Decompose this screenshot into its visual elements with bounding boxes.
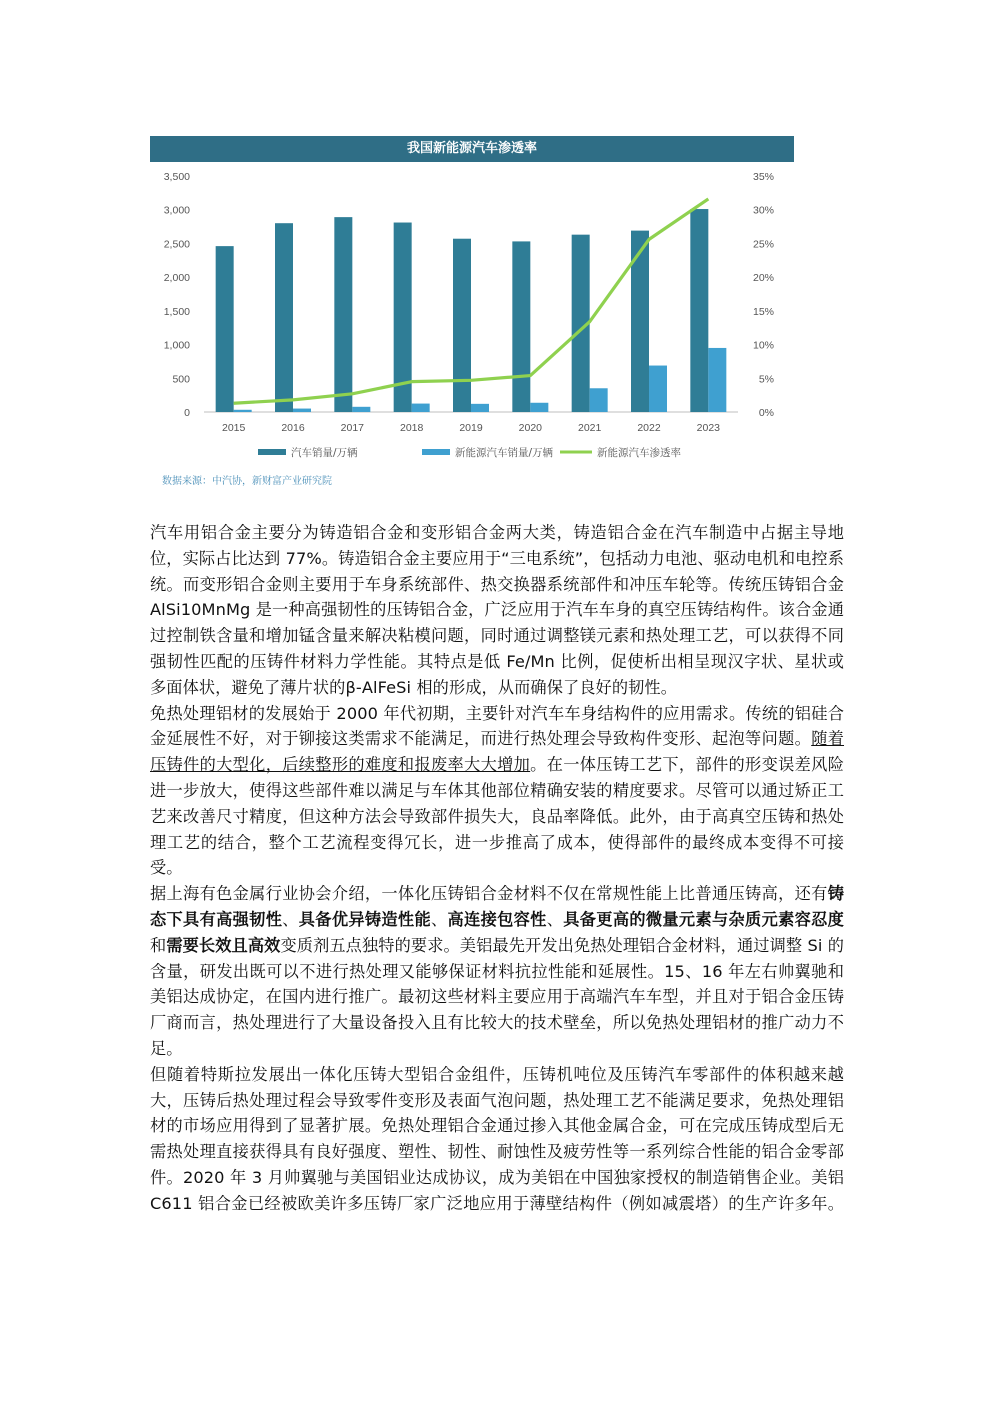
chart-figure bbox=[150, 136, 794, 496]
bold-text: 需要长效且高效 bbox=[166, 935, 281, 955]
paragraph-text: 据上海有色金属行业协会介绍，一体化压铸铝合金材料不仅在常规性能上比普通压铸高，还有 bbox=[150, 884, 828, 904]
chart-title: 我国新能源汽车渗透率 bbox=[150, 136, 794, 162]
bar-nev-sales bbox=[471, 404, 489, 412]
y-left-tick-label: 1,500 bbox=[163, 305, 190, 318]
paragraph-text: 、 bbox=[282, 909, 299, 929]
bar-vehicle-sales bbox=[334, 217, 352, 412]
paragraph-text: 变质剂五点独特的要求。美铝最先开发出免热处理铝合金材料，通过调整 Si 的含量，研发出既可以不进行热处理又能够保证材料抗拉性能和延展性。15、16 年左右帅翼驰和美铝达成协定，在国内进行推广。最初这些材料主要应用于高端汽车车型，并且对于铝合金压铸厂商而言，热处理进行了大量设备投入且有比较大的技术壁垒，所以免热处理铝材的推广动力不足。 bbox=[150, 935, 844, 1058]
paragraph-heat-free-development bbox=[150, 701, 844, 882]
y-left-tick-label: 500 bbox=[172, 373, 190, 386]
bar-vehicle-sales bbox=[453, 239, 471, 412]
bold-text: 具备优异铸造性能 bbox=[298, 909, 431, 929]
y-right-tick-label: 30% bbox=[752, 204, 774, 217]
bar-vehicle-sales bbox=[216, 246, 234, 412]
y-right-tick-label: 25% bbox=[752, 238, 774, 251]
y-right-tick-label: 35% bbox=[752, 171, 774, 183]
bar-nev-sales bbox=[708, 348, 726, 412]
legend-swatch bbox=[422, 449, 450, 455]
x-tick-label: 2015 bbox=[221, 422, 246, 434]
x-tick-label: 2021 bbox=[577, 422, 602, 434]
bar-vehicle-sales bbox=[275, 223, 293, 412]
bold-text: 具备更高的微量元素与杂质元素容忍度 bbox=[563, 909, 844, 929]
paragraph-text: 。在一体压铸工艺下，部件的形变误差风险进一步放大，使得这些部件难以满足与车体其他部位精确安装的精度要求。尽管可以通过矫正工艺来改善尺寸精度，但这种方法会导致部件损失大，良品率降低。此外，由于高真空压铸和热处理工艺的结合，整个工艺流程变得冗长，进一步推高了成本，使得部件的最终成本变得不可接受。 bbox=[150, 755, 844, 878]
x-tick-label: 2018 bbox=[399, 422, 424, 434]
y-right-tick-label: 5% bbox=[758, 373, 774, 386]
bar-nev-sales bbox=[590, 388, 608, 412]
bar-nev-sales bbox=[352, 407, 370, 412]
x-tick-label: 2022 bbox=[637, 422, 661, 434]
legend-label: 新能源汽车渗透率 bbox=[597, 447, 681, 459]
bar-nev-sales bbox=[293, 409, 311, 412]
bar-vehicle-sales bbox=[690, 209, 708, 412]
underlined-text: 随着压铸件的大型化，后续整形的难度和报废率大大增加 bbox=[150, 729, 845, 775]
paragraph-text: 、 bbox=[431, 909, 448, 929]
paragraph-shanghai-association bbox=[150, 881, 844, 1062]
bar-nev-sales bbox=[234, 410, 252, 412]
legend-label: 新能源汽车销量/万辆 bbox=[455, 447, 554, 459]
y-left-tick-label: 0 bbox=[184, 407, 190, 419]
y-right-tick-label: 10% bbox=[752, 339, 774, 352]
chart-plot bbox=[150, 162, 794, 472]
bar-vehicle-sales bbox=[512, 241, 530, 412]
chart-source-note: 数据来源：中汽协，新财富产业研究院 bbox=[162, 476, 332, 487]
bold-text: 高连接包容性 bbox=[447, 909, 547, 929]
bold-text: 铸态下具有高强韧性 bbox=[150, 884, 844, 929]
paragraph-text: 和 bbox=[150, 935, 167, 955]
bar-nev-sales bbox=[530, 403, 548, 412]
x-tick-label: 2017 bbox=[340, 422, 365, 434]
legend-swatch bbox=[258, 449, 286, 455]
y-left-tick-label: 2,500 bbox=[163, 238, 190, 251]
x-tick-label: 2023 bbox=[696, 422, 721, 434]
y-left-tick-label: 2,000 bbox=[163, 272, 190, 285]
y-right-tick-label: 0% bbox=[758, 407, 774, 419]
y-left-tick-label: 3,500 bbox=[163, 171, 190, 183]
y-right-tick-label: 15% bbox=[752, 305, 774, 318]
paragraph-text: 、 bbox=[546, 909, 564, 929]
paragraph-tesla-expansion: 但随着特斯拉发展出一体化压铸大型铝合金组件，压铸机吨位及压铸汽车零部件的体积越来越大，压铸后热处理过程会导致零件变形及表面气泡问题，热处理工艺不能满足要求，免热处理铝材的市场应用得到了显著扩展。免热处理铝合金通过掺入其他金属合金，可在完成压铸成型后无需热处理直接获得具有良好强度、塑性、韧性、耐蚀性及疲劳性等一系列综合性能的铝合金零部件。2020 年 3 月帅翼驰与美国铝业达成协议，成为美铝在中国独家授权的制造销售企业。美铝 C611 铝合金已经被欧美许多压铸厂家广泛地应用于薄壁结构件（例如减震塔）的生产许多年。 bbox=[150, 1064, 844, 1213]
legend-label: 汽车销量/万辆 bbox=[291, 447, 358, 459]
x-tick-label: 2019 bbox=[459, 422, 483, 434]
bar-nev-sales bbox=[649, 366, 667, 412]
x-tick-label: 2016 bbox=[281, 422, 305, 434]
paragraph-aluminum-alloy-types: 汽车用铝合金主要分为铸造铝合金和变形铝合金两大类，铸造铝合金在汽车制造中占据主导地位，实际占比达到 77%。铸造铝合金主要应用于“三电系统”，包括动力电池、驱动电机和电控系统。而变形铝合金则主要用于车身系统部件、热交换器系统部件和冲压车轮等。传统压铸铝合金 AlSi10MnMg 是一种高强韧性的压铸铝合金，广泛应用于汽车车身的真空压铸结构件。该合金通过控制铁含量和增加锰含量来解决粘模问题，同时通过调整镁元素和热处理工艺，可以获得不同强韧性匹配的压铸件材料力学性能。其特点是低 Fe/Mn 比例，促使析出相呈现汉字状、星状或多面体状，避免了薄片状的β-AlFeSi 相的形成，从而确保了良好的韧性。 bbox=[150, 523, 844, 697]
y-left-tick-label: 3,000 bbox=[163, 204, 190, 217]
paragraph-text: 免热处理铝材的发展始于 2000 年代初期，主要针对汽车车身结构件的应用需求。传统的铝硅合金延展性不好，对于铆接这类需求不能满足，而进行热处理会导致构件变形、起泡等问题。 bbox=[150, 703, 844, 749]
bar-nev-sales bbox=[412, 404, 430, 412]
y-right-tick-label: 20% bbox=[752, 272, 774, 285]
article-body bbox=[150, 520, 844, 1217]
x-tick-label: 2020 bbox=[518, 422, 543, 434]
bar-vehicle-sales bbox=[631, 231, 649, 412]
y-left-tick-label: 1,000 bbox=[163, 339, 190, 352]
